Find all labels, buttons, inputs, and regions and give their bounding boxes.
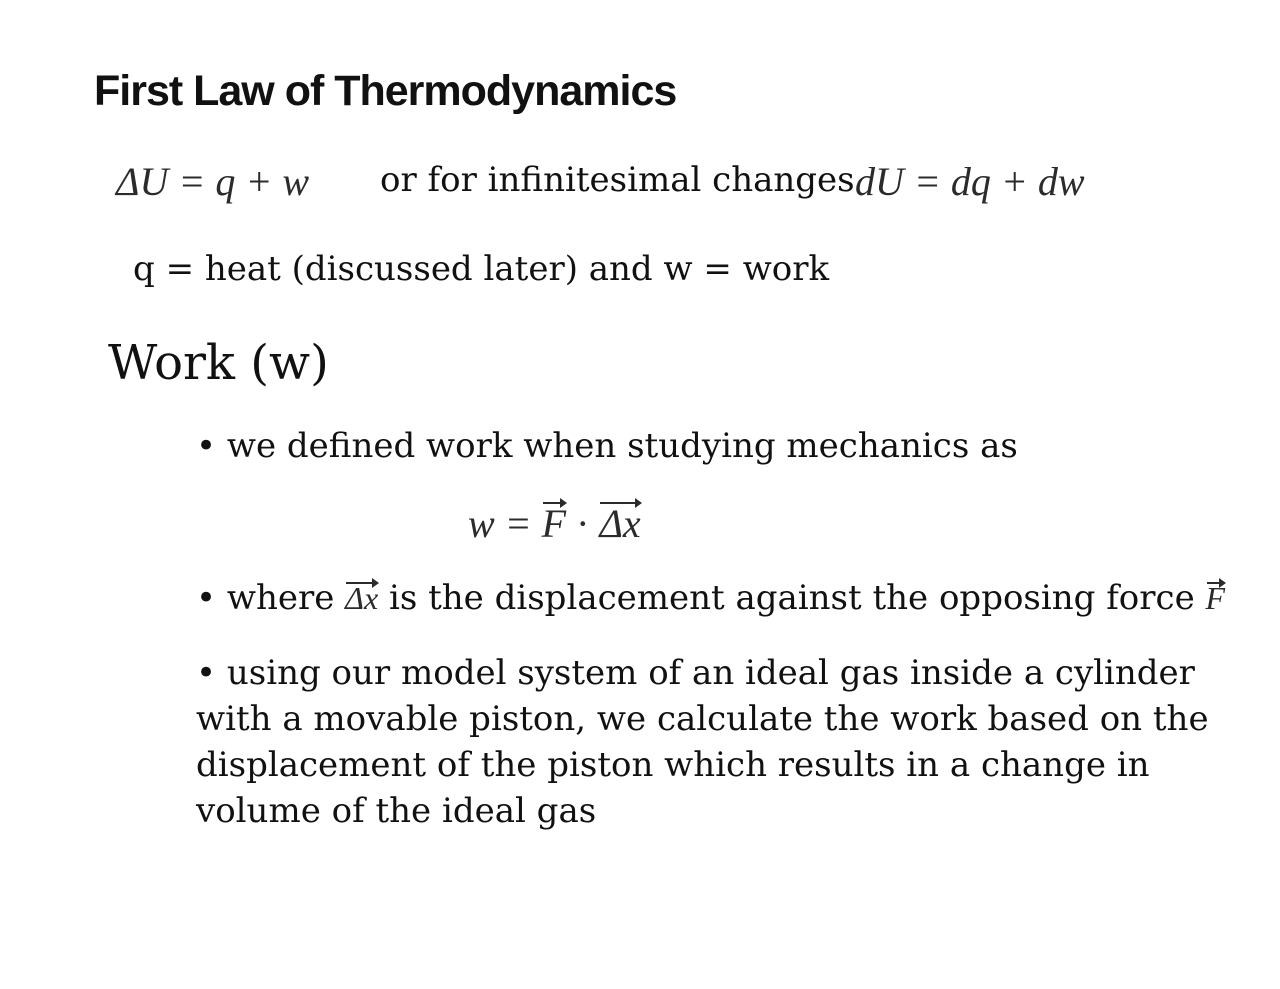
paragraph-line: with a movable piston, we calculate the work based on the bbox=[196, 699, 1209, 739]
bullet2-prefix: • where bbox=[196, 578, 335, 618]
paragraph-line: volume of the ideal gas bbox=[196, 791, 597, 831]
equation-connector-text: or for infinitesimal changes bbox=[380, 160, 855, 200]
differential-equation: dU = dq + dw bbox=[855, 159, 1085, 204]
work-equation bbox=[468, 500, 641, 547]
force-symbol: F bbox=[1205, 580, 1226, 616]
work-subheading: Work (w) bbox=[108, 335, 329, 391]
displacement-symbol: Δx bbox=[345, 580, 379, 616]
bullet-displacement bbox=[196, 578, 1225, 618]
bullet2-middle: is the displacement against the opposing force bbox=[388, 578, 1195, 618]
paragraph-line: displacement of the piston which results in a change in bbox=[196, 745, 1150, 785]
paragraph-line: • using our model system of an ideal gas inside a cylinder bbox=[196, 653, 1195, 693]
variable-definitions: q = heat (discussed later) and w = work bbox=[133, 249, 830, 289]
work-equation-lhs: w = bbox=[468, 501, 532, 546]
bullet-work-definition: • we defined work when studying mechanics as bbox=[196, 426, 1018, 466]
displacement-vector: Δx bbox=[599, 501, 641, 546]
bullet-ideal-gas-model bbox=[196, 650, 1209, 834]
first-law-equation: ΔU = q + w bbox=[116, 159, 310, 204]
dot-operator: · bbox=[576, 501, 590, 546]
force-vector: F bbox=[541, 501, 567, 546]
slide-title: First Law of Thermodynamics bbox=[94, 67, 677, 115]
